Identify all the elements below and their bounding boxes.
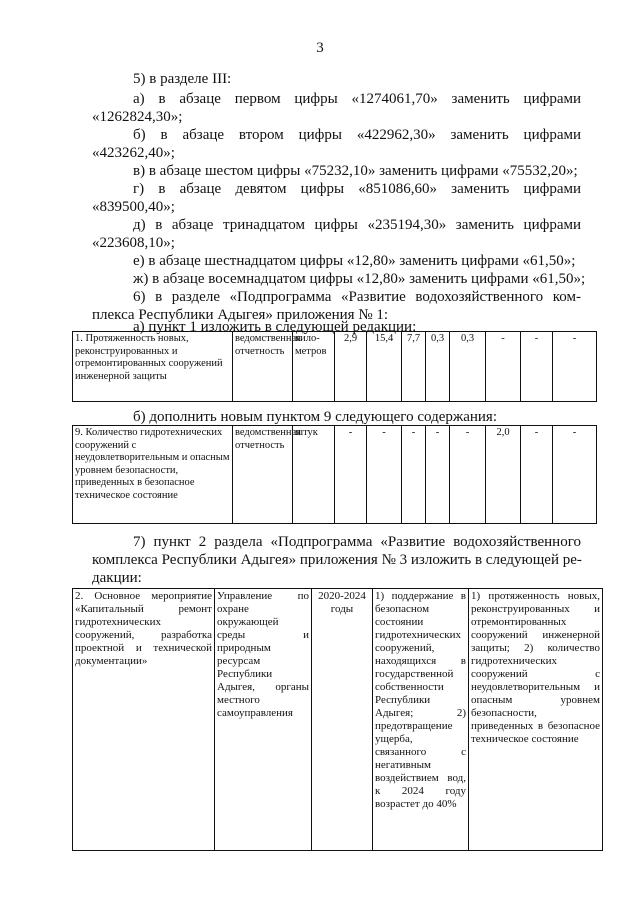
value-cell: -	[450, 426, 486, 524]
measure-name: 2. Основное мероприятие «Капитальный ремонт гидротехнических сооружений, разработка проектной и технической документации»	[73, 589, 215, 851]
indicator-name: 9. Количество гидротехнических сооружений с неудовлетворительным и опасным уровнем безопасности, приведенных в безопасное техническое состояние	[73, 426, 233, 524]
value-cell: 15,4	[367, 332, 402, 402]
text-line: 6) в разделе «Подпрограмма «Развитие водохозяйственного ком-	[133, 289, 581, 305]
value-cell: -	[402, 426, 426, 524]
measure-table	[72, 588, 603, 851]
value-cell: -	[521, 332, 553, 402]
measure-indicators: 1) протяженность новых, реконструированных и отремонтированных сооружений инженерной защиты; 2) количество гидротехнических сооружений с неудовлетворительным и опасным уровнем безопасности, приведенных в безопасное техническое состояние	[469, 589, 603, 851]
text-line: в) в абзаце шестом цифры «75232,10» заменить цифрами «75532,20»;	[133, 163, 578, 179]
value-cell: -	[486, 332, 521, 402]
text-line: 5) в разделе III:	[133, 71, 232, 87]
text-line: комплекса Республики Адыгея» приложения № 3 изложить в следующей ре-	[92, 552, 582, 568]
indicator-source: ведомственная отчетность	[233, 332, 293, 402]
indicator-unit: штук	[293, 426, 335, 524]
value-cell: 0,3	[450, 332, 486, 402]
value-cell: 2,9	[335, 332, 367, 402]
text-line: б) дополнить новым пунктом 9 следующего содержания:	[133, 409, 497, 425]
text-line: «223608,10»;	[92, 235, 175, 251]
measure-executor: Управление по охране окружающей среды и природным ресурсам Республики Адыгея, органы местного самоуправления	[215, 589, 312, 851]
text-line: а) в абзаце первом цифры «1274061,70» заменить цифрами	[133, 91, 581, 107]
text-line: плекса Республики Адыгея» приложения № 1:	[92, 307, 389, 323]
page-number: 3	[316, 40, 324, 56]
value-cell: -	[335, 426, 367, 524]
text-line: д) в абзаце тринадцатом цифры «235194,30» заменить цифрами	[133, 217, 581, 233]
value-cell: 0,3	[426, 332, 450, 402]
indicator-table-9	[72, 425, 597, 524]
indicator-table-1	[72, 331, 597, 402]
text-line: е) в абзаце шестнадцатом цифры «12,80» заменить цифрами «61,50»;	[133, 253, 576, 269]
text-line: г) в абзаце девятом цифры «851086,60» заменить цифрами	[133, 181, 581, 197]
value-cell: -	[426, 426, 450, 524]
text-line: «1262824,30»;	[92, 109, 183, 125]
text-line: а) пункт 1 изложить в следующей редакции:	[133, 319, 417, 335]
text-line: дакции:	[92, 570, 142, 586]
text-line: 7) пункт 2 раздела «Подпрограмма «Развитие водохозяйственного	[133, 534, 581, 550]
value-cell: 2,0	[486, 426, 521, 524]
indicator-name: 1. Протяженность новых, реконструированных и отремонтированных сооружений инженерной защиты	[73, 332, 233, 402]
text-line: «839500,40»;	[92, 199, 175, 215]
text-line: «423262,40»;	[92, 145, 175, 161]
value-cell: -	[553, 426, 597, 524]
indicator-unit: кило-метров	[293, 332, 335, 402]
value-cell: -	[553, 332, 597, 402]
indicator-source: ведомственная отчетность	[233, 426, 293, 524]
value-cell: -	[521, 426, 553, 524]
value-cell: 7,7	[402, 332, 426, 402]
measure-period: 2020-2024 годы	[312, 589, 373, 851]
measure-results: 1) поддержание в безопасном состоянии гидротехнических сооружений, находящихся в государственной собственности Республики Адыгея; 2) предотвращение ущерба, связанного с негативным воздействием вод, к 2024 году возрастет до 40%	[373, 589, 469, 851]
value-cell: -	[367, 426, 402, 524]
text-line: б) в абзаце втором цифры «422962,30» заменить цифрами	[133, 127, 581, 143]
text-line: ж) в абзаце восемнадцатом цифры «12,80» заменить цифрами «61,50»;	[133, 271, 586, 287]
